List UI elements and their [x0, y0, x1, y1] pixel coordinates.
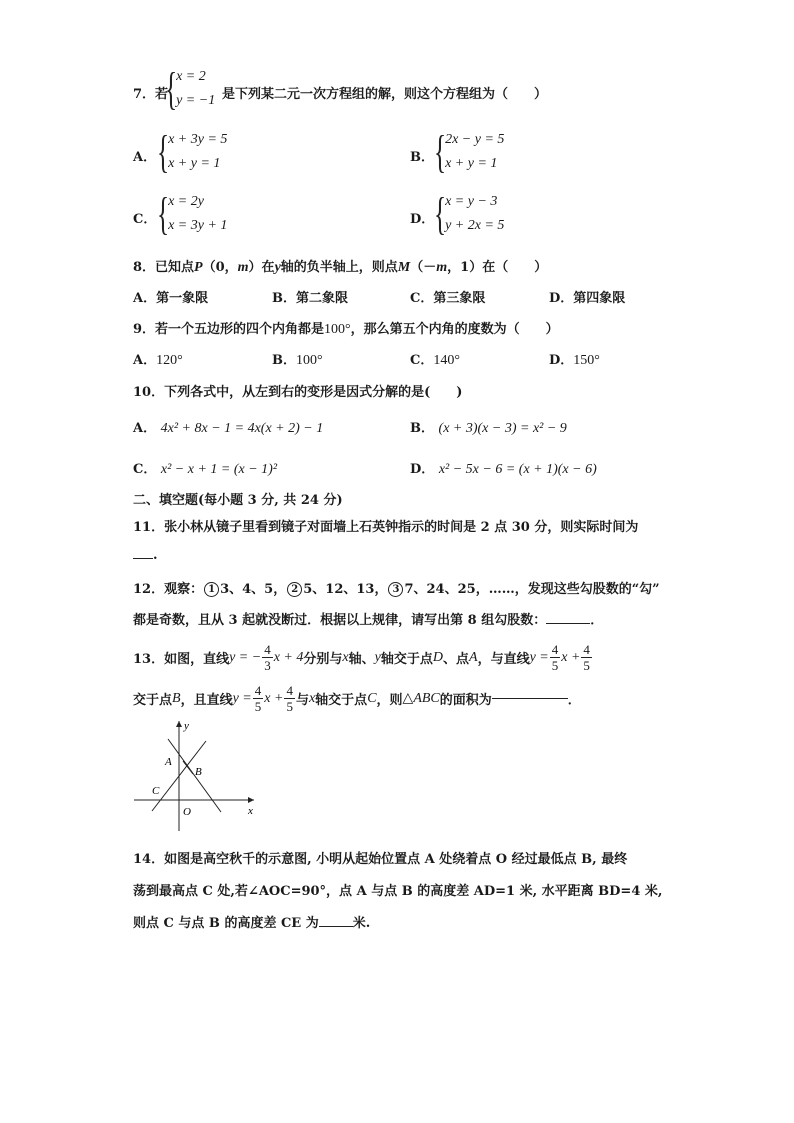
q7-option-b: { 2x − y = 5 x + y = 1 — [433, 126, 505, 177]
q10-option-b: B． (x + 3)(x − 3) = x² − 9 — [410, 421, 567, 436]
q7-option-d: { x = y − 3 y + 2x = 5 — [433, 188, 505, 239]
y-axis-arrow — [176, 721, 182, 727]
q7-number: 7．若 — [133, 87, 169, 102]
q8-option-c: C．第三象限 — [410, 291, 486, 306]
q10-option-c: C． x² − x + 1 = (x − 1)² — [133, 462, 278, 477]
q13-blank[interactable] — [492, 698, 568, 699]
q8-option-b: B．第二象限 — [272, 291, 349, 306]
q9-option-b: B．100° — [272, 353, 323, 368]
q11-answer-line: . — [133, 548, 158, 563]
q7-option-a: { x + 3y = 5 x + y = 1 — [156, 126, 228, 177]
q7-option-c-label: C． — [133, 212, 157, 227]
q7-given-system: { x = 2 y = −1 — [164, 63, 216, 114]
circled-number-1: 1 — [204, 582, 219, 597]
q7-option-b-label: B． — [410, 150, 434, 165]
section-heading-fill-in: 二、填空题(每小题 3 分, 共 24 分) — [133, 493, 343, 508]
fig-label-x: x — [248, 805, 253, 817]
q9-stem: 9．若一个五边形的四个内角都是100°，那么第五个内角的度数为（ ） — [133, 322, 559, 337]
q8-option-d: D．第四象限 — [549, 291, 626, 306]
q12-blank[interactable] — [546, 623, 590, 624]
fig-label-y: y — [184, 720, 189, 732]
q7-option-d-label: D． — [410, 212, 435, 227]
q14-stem-line1: 14．如图是高空秋千的示意图, 小明从起始位置点 A 处绕着点 O 经过最低点 B, 最终 — [133, 852, 628, 867]
circled-number-2: 2 — [287, 582, 302, 597]
q12-stem-line2: 都是奇数，且从 3 起就没断过．根据以上规律，请写出第 8 组勾股数： ． — [133, 613, 604, 628]
q12-stem: 12．观察： 1 3、4、5， 2 5、12、13， 3 7、24、25，……，发现这些勾股数的“勾” — [133, 582, 660, 597]
q14-stem-line3: 则点 C 与点 B 的高度差 CE 为 米. — [133, 916, 371, 931]
x-axis-arrow — [248, 797, 254, 803]
q10-option-d: D． x² − 5x − 6 = (x + 1)(x − 6) — [410, 462, 597, 477]
q7-option-c: { x = 2y x = 3y + 1 — [156, 188, 228, 239]
fig-label-o: O — [183, 806, 191, 818]
segment-ab — [183, 761, 193, 774]
q9-option-c: C．140° — [410, 353, 460, 368]
q8-stem: 8．已知点P（0，m）在y轴的负半轴上，则点M（－m，1）在（ ） — [133, 260, 548, 275]
q10-option-a: A． 4x² + 8x − 1 = 4x(x + 2) − 1 — [133, 421, 324, 436]
q14-stem-line2: 荡到最高点 C 处,若∠AOC=90°，点 A 与点 B 的高度差 AD=1 米, 水平距离 BD=4 米, — [133, 884, 663, 899]
q13-stem-line2: 交于点 B ，且直线 y = $\frac{4}{5}$ x + $\frac{4}{5}$ 与 x 轴交于点 C ，则 △ABC 的面积为 ． — [133, 683, 581, 714]
q7-stem: 是下列某二元一次方程组的解，则这个方程组为（ ） — [222, 87, 548, 102]
q14-blank[interactable] — [319, 926, 353, 927]
q13-figure — [130, 715, 260, 833]
q9-option-d: D．150° — [549, 353, 600, 368]
q9-option-a: A．120° — [133, 353, 183, 368]
q13-stem-line1: 13．如图，直线 y = − $\frac{4}{3}$ x + 4 分别与 x 轴、 y 轴交于点 D 、点 A ，与直线 y = $\frac{4}{5}$ x + $\frac{4}{5}$ — [133, 642, 590, 673]
fig-label-a: A — [165, 756, 172, 768]
circled-number-3: 3 — [388, 582, 403, 597]
q11-blank[interactable] — [133, 558, 153, 559]
fig-label-b: B — [195, 766, 202, 778]
q10-stem: 10．下列各式中，从左到右的变形是因式分解的是( ) — [133, 385, 463, 400]
q8-option-a: A．第一象限 — [133, 291, 209, 306]
fig-label-c: C — [152, 785, 160, 797]
q7-option-a-label: A． — [133, 150, 157, 165]
q11-stem: 11．张小林从镜子里看到镜子对面墙上石英钟指示的时间是 2 点 30 分，则实际时间为 — [133, 520, 639, 535]
